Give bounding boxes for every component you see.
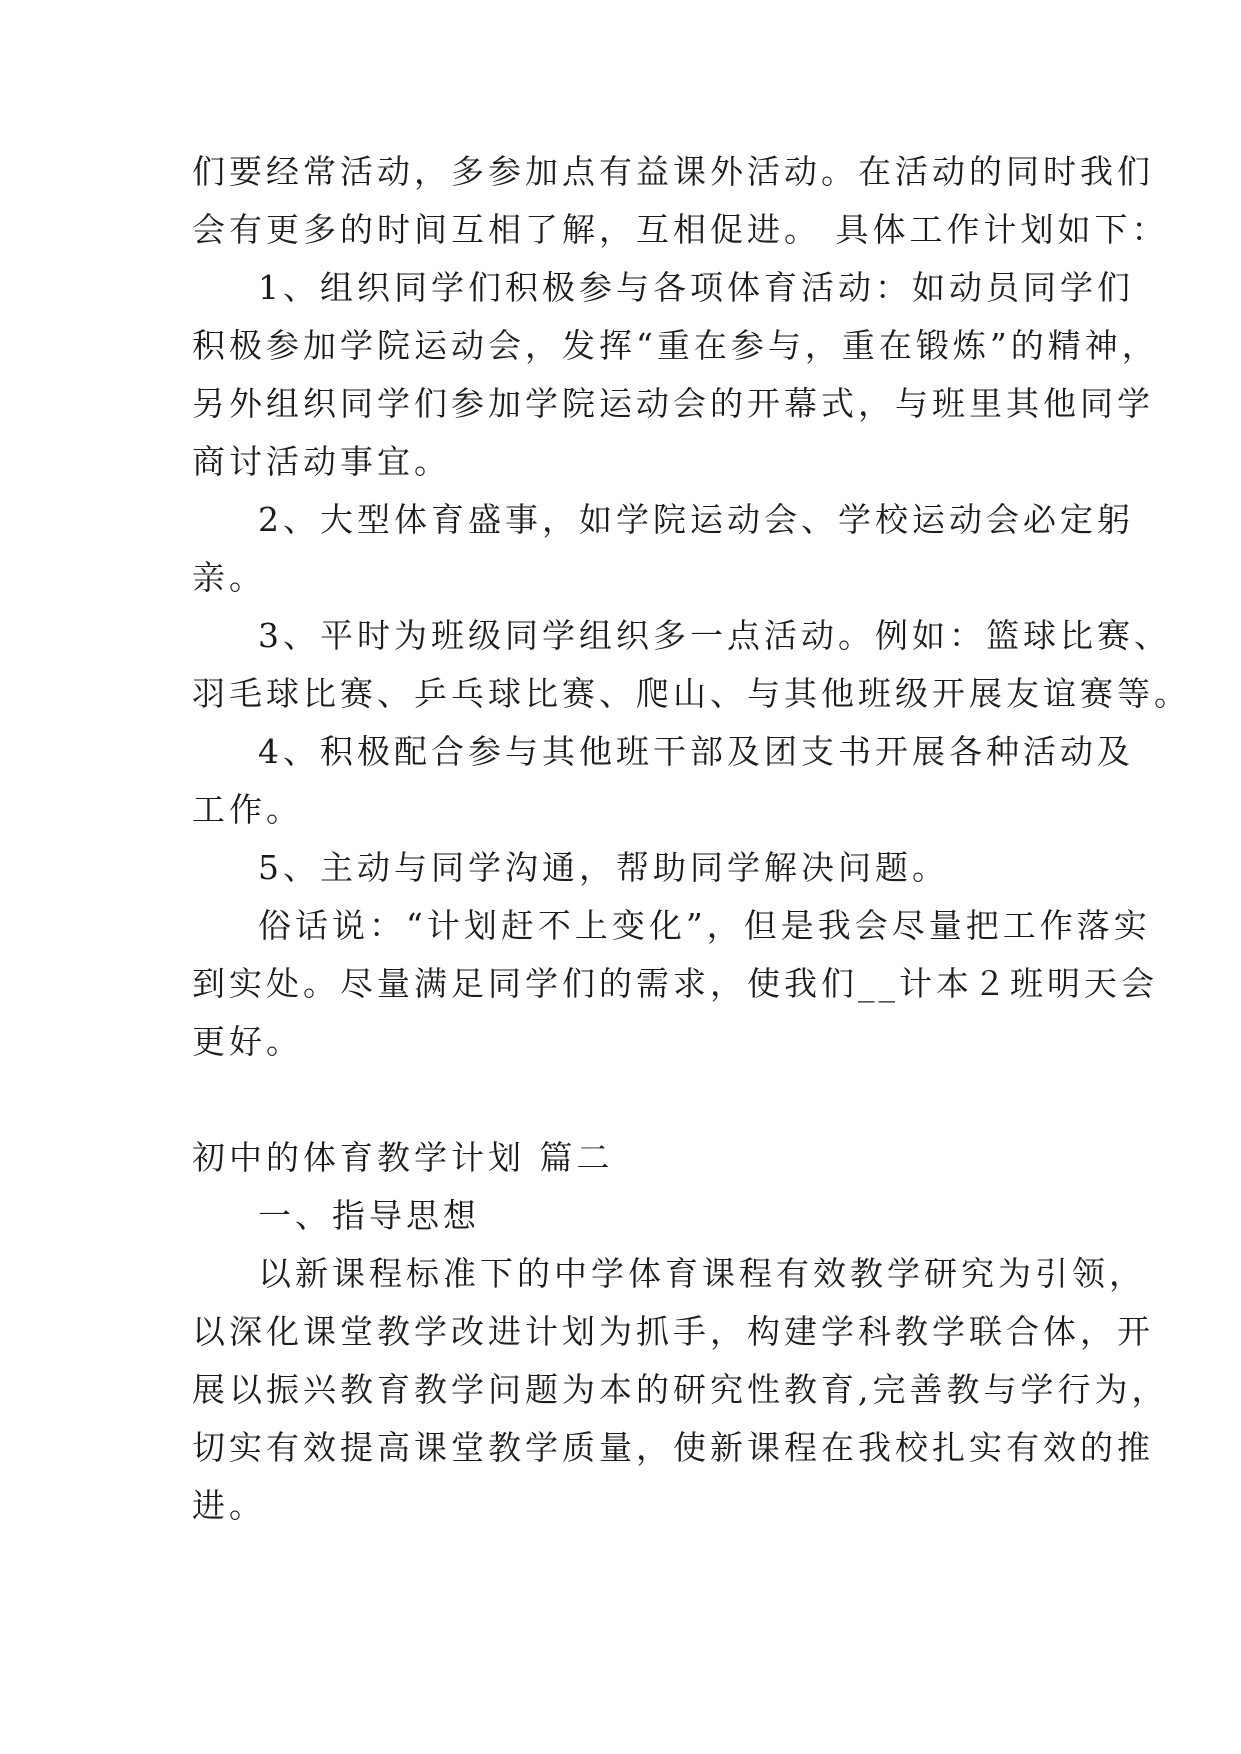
text-line: 进。: [192, 1486, 266, 1525]
list-item-2: 2、大型体育盛事，如学院运动会、学校运动会必定躬: [258, 500, 1134, 539]
text-line: 另外组织同学们参加学院运动会的开幕式，与班里其他同学: [192, 384, 1154, 423]
subsection-heading: 一、指导思想: [258, 1196, 480, 1235]
text-line: 以新课程标准下的中学体育课程有效教学研究为引领，: [258, 1254, 1146, 1293]
text-line: 切实有效提高课堂教学质量，使新课程在我校扎实有效的推: [192, 1428, 1154, 1467]
text-line: 亲。: [192, 558, 266, 597]
text-line: 工作。: [192, 790, 303, 829]
text-line: 以深化课堂教学改进计划为抓手，构建学科教学联合体，开: [192, 1312, 1154, 1351]
text-line: 积极参加学院运动会，发挥“重在参与，重在锻炼”的精神，: [192, 326, 1159, 365]
list-item-5: 5、主动与同学沟通，帮助同学解决问题。: [258, 848, 949, 887]
text-line: 到实处。尽量满足同学们的需求，使我们__计本２班明天会: [192, 964, 1158, 1003]
text-line: 更好。: [192, 1022, 303, 1061]
list-item-1: 1、组织同学们积极参与各项体育活动：如动员同学们: [258, 268, 1134, 307]
list-item-4: 4、积极配合参与其他班干部及团支书开展各种活动及: [258, 732, 1134, 771]
text-line: 们要经常活动，多参加点有益课外活动。在活动的同时我们: [192, 152, 1154, 191]
text-line: 俗话说：“计划赶不上变化”，但是我会尽量把工作落实: [258, 906, 1151, 945]
section-heading: 初中的体育教学计划 篇二: [192, 1138, 614, 1177]
text-line: 会有更多的时间互相了解，互相促进。 具体工作计划如下：: [192, 210, 1169, 249]
list-item-3: 3、平时为班级同学组织多一点活动。例如：篮球比赛、: [258, 616, 1171, 655]
text-line: 羽毛球比赛、乒乓球比赛、爬山、与其他班级开展友谊赛等。: [192, 674, 1191, 713]
text-line: 展以振兴教育教学问题为本的研究性教育,完善教与学行为，: [192, 1370, 1169, 1409]
text-line: 商讨活动事宜。: [192, 442, 451, 481]
